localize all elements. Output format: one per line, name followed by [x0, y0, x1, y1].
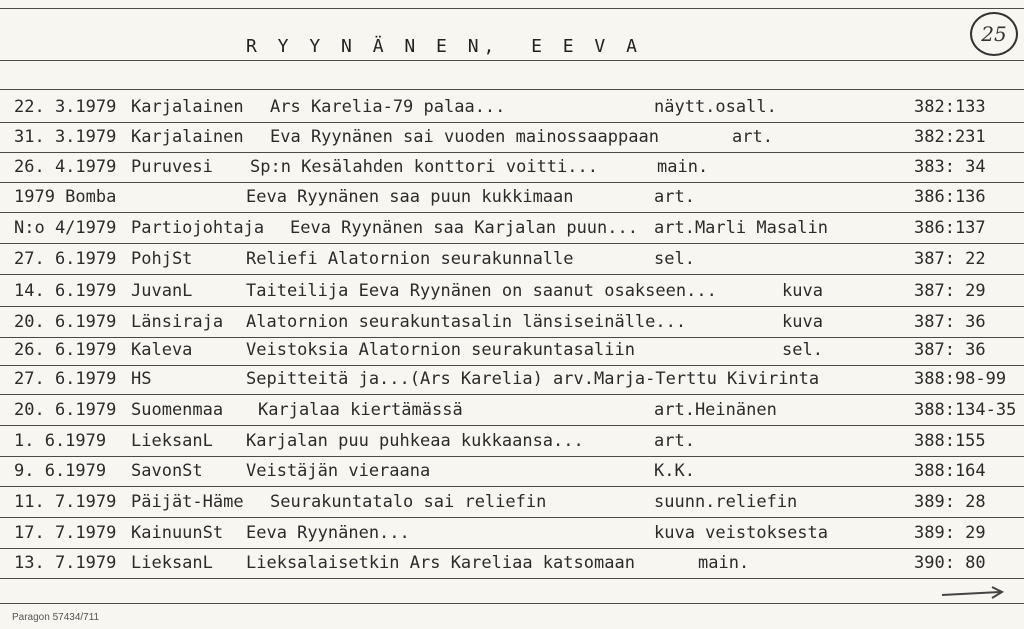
- entry-ref: 382:133: [914, 97, 986, 117]
- entry-date: 1979 Bomba: [14, 187, 117, 207]
- entry-title: Karjalan puu puhkeaa kukkaansa...: [246, 431, 584, 451]
- entry-title: Reliefi Alatornion seurakunnalle: [246, 249, 574, 269]
- entry-note: art.: [654, 187, 695, 207]
- entry-date: 9. 6.1979: [14, 461, 107, 481]
- entry-date: 26. 6.1979: [14, 340, 117, 360]
- entry-date: 26. 4.1979: [14, 157, 117, 177]
- row-rule: [0, 243, 1024, 244]
- entry-row: [0, 336, 1024, 366]
- entry-note: sel.: [654, 249, 695, 269]
- header-rule-2: [0, 89, 1024, 90]
- entry-ref: 388:98-99: [914, 369, 1007, 389]
- printer-mark: Paragon 57434/711: [12, 612, 100, 623]
- entry-date: 27. 6.1979: [14, 369, 117, 389]
- entry-row: [0, 93, 1024, 123]
- entry-ref: 388:164: [914, 461, 986, 481]
- row-rule: [0, 486, 1024, 487]
- entry-note: näytt.osall.: [654, 97, 777, 117]
- entry-ref: 390: 80: [914, 553, 986, 573]
- row-rule: [0, 212, 1024, 213]
- entry-title: Eeva Ryynänen...: [246, 523, 410, 543]
- entry-title: Eva Ryynänen sai vuoden mainossaappaan: [270, 127, 659, 147]
- header-rule: [0, 60, 1024, 61]
- entry-date: 22. 3.1979: [14, 97, 117, 117]
- entry-note: kuva: [782, 312, 823, 332]
- entry-title: Taiteilija Eeva Ryynänen on saanut osakseen...: [246, 281, 717, 301]
- entry-row: [0, 214, 1024, 244]
- entry-row: [0, 427, 1024, 457]
- entry-title: Ars Karelia-79 palaa...: [270, 97, 506, 117]
- entry-ref: 382:231: [914, 127, 986, 147]
- entry-title: Eeva Ryynänen saa Karjalan puun...: [290, 218, 638, 238]
- entry-date: 1. 6.1979: [14, 431, 107, 451]
- entry-date: 14. 6.1979: [14, 281, 117, 301]
- entry-date: 27. 6.1979: [14, 249, 117, 269]
- entry-note: art.: [654, 431, 695, 451]
- entry-row: [0, 365, 1024, 395]
- entry-note: kuva: [782, 281, 823, 301]
- entry-ref: 387: 29: [914, 281, 986, 301]
- entry-row: [0, 123, 1024, 153]
- entry-title: Seurakuntatalo sai reliefin: [270, 492, 547, 512]
- entry-source: HS: [131, 369, 152, 389]
- entry-note: kuva veistoksesta: [654, 523, 828, 543]
- row-rule: [0, 425, 1024, 426]
- entry-source: Karjalainen: [131, 97, 244, 117]
- entry-title: Lieksalaisetkin Ars Kareliaa katsomaan: [246, 553, 635, 573]
- entry-title: Alatornion seurakuntasalin länsiseinälle...: [246, 312, 687, 332]
- entry-note: suunn.reliefin: [654, 492, 798, 512]
- entry-source: SavonSt: [131, 461, 203, 481]
- entry-source: Kaleva: [131, 340, 193, 360]
- entry-ref: 387: 36: [914, 312, 986, 332]
- entry-date: 20. 6.1979: [14, 312, 117, 332]
- card-number-circled: 25: [970, 12, 1018, 56]
- row-rule: [0, 578, 1024, 579]
- row-rule: [0, 306, 1024, 307]
- bottom-rule: [0, 603, 1024, 604]
- entry-date: 17. 7.1979: [14, 523, 117, 543]
- entry-title: Veistäjän vieraana: [246, 461, 431, 481]
- entry-note: sel.: [782, 340, 823, 360]
- entry-source: Päijät-Häme: [131, 492, 244, 512]
- entry-date: 11. 7.1979: [14, 492, 117, 512]
- entry-source: JuvanL: [131, 281, 193, 301]
- entry-row: [0, 277, 1024, 307]
- entry-row: [0, 549, 1024, 579]
- entry-note: art.Heinänen: [654, 400, 777, 420]
- entry-ref: 388:155: [914, 431, 986, 451]
- continue-arrow-icon: [940, 584, 1010, 604]
- entry-source: Puruvesi: [131, 157, 213, 177]
- entry-ref: 388:134-35: [914, 400, 1017, 420]
- entry-row: [0, 488, 1024, 518]
- entry-ref: 387: 22: [914, 249, 986, 269]
- entry-note: art.: [732, 127, 773, 147]
- entry-source: LieksanL: [131, 553, 213, 573]
- entry-title: Sp:n Kesälahden konttori voitti...: [250, 157, 598, 177]
- entry-source: PohjSt: [131, 249, 193, 269]
- entry-date: 31. 3.1979: [14, 127, 117, 147]
- entry-row: [0, 519, 1024, 549]
- entry-ref: 386:137: [914, 218, 986, 238]
- entry-source: KainuunSt: [131, 523, 224, 543]
- entry-note: art.Marli Masalin: [654, 218, 828, 238]
- entry-row: [0, 183, 1024, 213]
- entry-title: Eeva Ryynänen saa puun kukkimaan: [246, 187, 574, 207]
- top-rule: [0, 8, 1024, 9]
- entry-row: [0, 308, 1024, 338]
- row-rule: [0, 517, 1024, 518]
- entry-source: LieksanL: [131, 431, 213, 451]
- entry-date: 13. 7.1979: [14, 553, 117, 573]
- entry-note: K.K.: [654, 461, 695, 481]
- entry-row: [0, 396, 1024, 426]
- entry-row: [0, 153, 1024, 183]
- entry-row: [0, 457, 1024, 487]
- entry-title: Veistoksia Alatornion seurakuntasaliin: [246, 340, 635, 360]
- entry-ref: 387: 36: [914, 340, 986, 360]
- entry-row: [0, 245, 1024, 275]
- entry-source: Länsiraja: [131, 312, 224, 332]
- entry-source: Karjalainen: [131, 127, 244, 147]
- entry-ref: 386:136: [914, 187, 986, 207]
- entry-date: 20. 6.1979: [14, 400, 117, 420]
- row-rule: [0, 274, 1024, 275]
- card-title: R Y Y N Ä N E N, E E V A: [246, 36, 642, 57]
- entry-date: N:o 4/1979: [14, 218, 117, 238]
- entry-title: Karjalaa kiertämässä: [258, 400, 463, 420]
- row-rule: [0, 394, 1024, 395]
- entry-source: Partiojohtaja: [131, 218, 265, 238]
- entry-ref: 389: 29: [914, 523, 986, 543]
- entry-ref: 383: 34: [914, 157, 986, 177]
- entry-note: main.: [657, 157, 709, 177]
- entry-note: main.: [698, 553, 750, 573]
- entry-ref: 389: 28: [914, 492, 986, 512]
- entry-title: Sepitteitä ja...(Ars Karelia) arv.Marja-Terttu Kivirinta: [246, 369, 820, 389]
- entry-source: Suomenmaa: [131, 400, 224, 420]
